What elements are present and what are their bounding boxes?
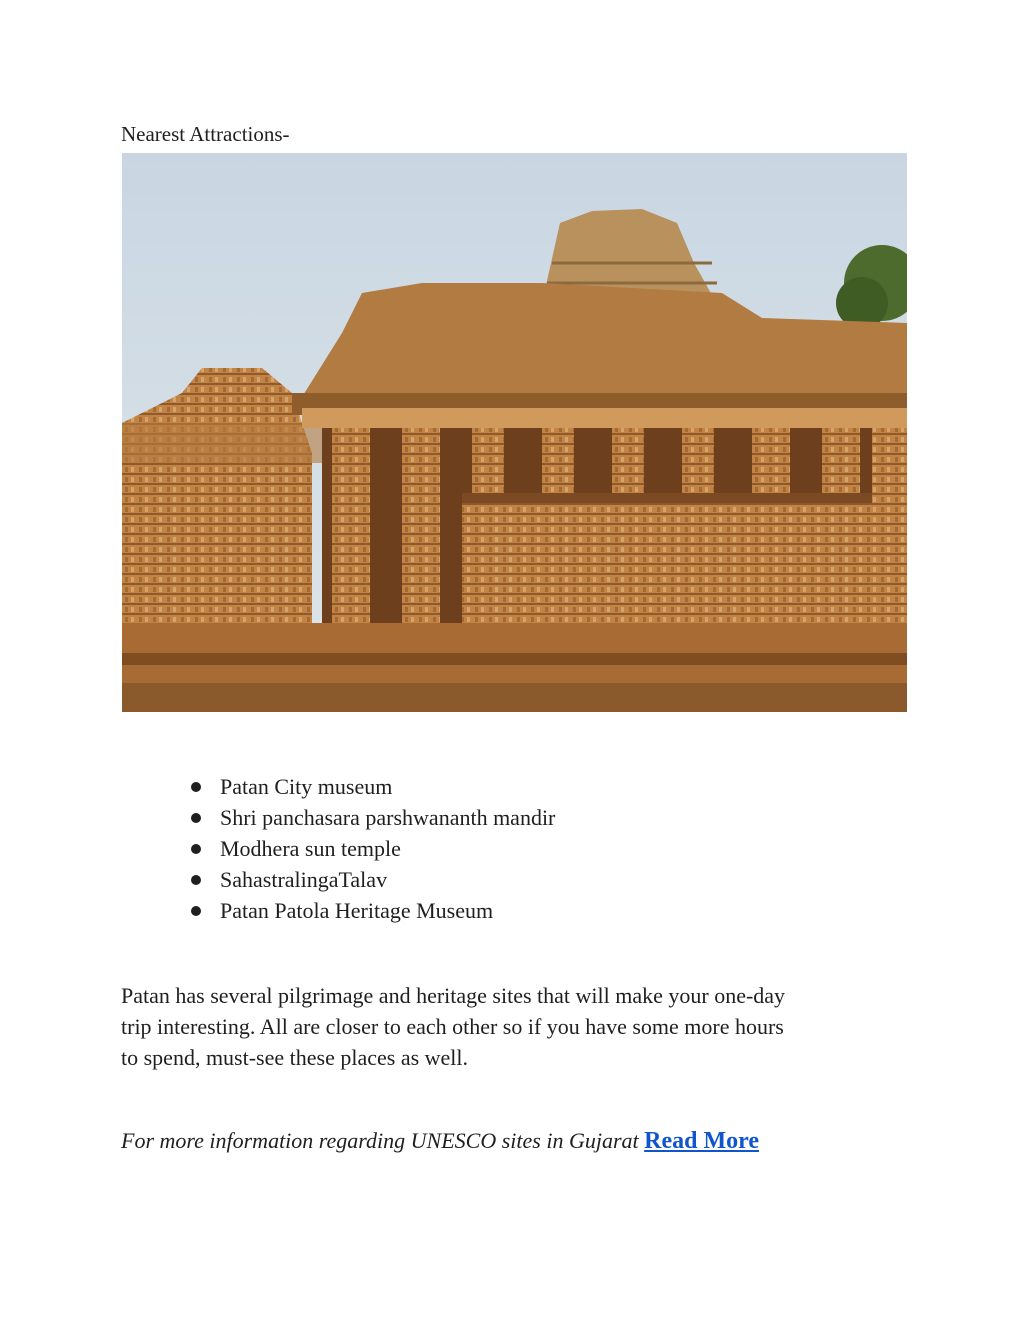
temple-photo-icon	[122, 153, 907, 712]
bullet-icon	[191, 906, 201, 916]
temple-photo	[122, 153, 907, 712]
paragraph-line: to spend, must-see these places as well.	[121, 1045, 469, 1070]
more-info	[121, 1124, 759, 1158]
list-item	[0, 802, 555, 833]
list-item	[0, 864, 555, 895]
bullet-icon	[191, 844, 201, 854]
bullet-icon	[191, 782, 201, 792]
list-item-label: Modhera sun temple	[220, 836, 401, 861]
description-paragraph	[121, 980, 921, 1073]
section-heading: Nearest Attractions-	[121, 122, 290, 146]
attractions-list	[0, 771, 555, 926]
list-item	[0, 771, 555, 802]
list-item-label: SahastralingaTalav	[220, 867, 388, 892]
read-more-link[interactable]: Read More	[644, 1128, 759, 1154]
list-item-label: Shri panchasara parshwananth mandir	[220, 805, 556, 830]
bullet-icon	[191, 813, 201, 823]
list-item-label: Patan City museum	[220, 774, 393, 799]
paragraph-line: trip interesting. All are closer to each other so if you have some more hours	[121, 1014, 784, 1039]
more-info-text: For more information regarding UNESCO sites in Gujarat	[121, 1128, 639, 1153]
bullet-icon	[191, 875, 201, 885]
paragraph-line: Patan has several pilgrimage and heritage sites that will make your one-day	[121, 983, 786, 1008]
list-item	[0, 833, 555, 864]
list-item-label: Patan Patola Heritage Museum	[220, 898, 494, 923]
list-item	[0, 895, 555, 926]
